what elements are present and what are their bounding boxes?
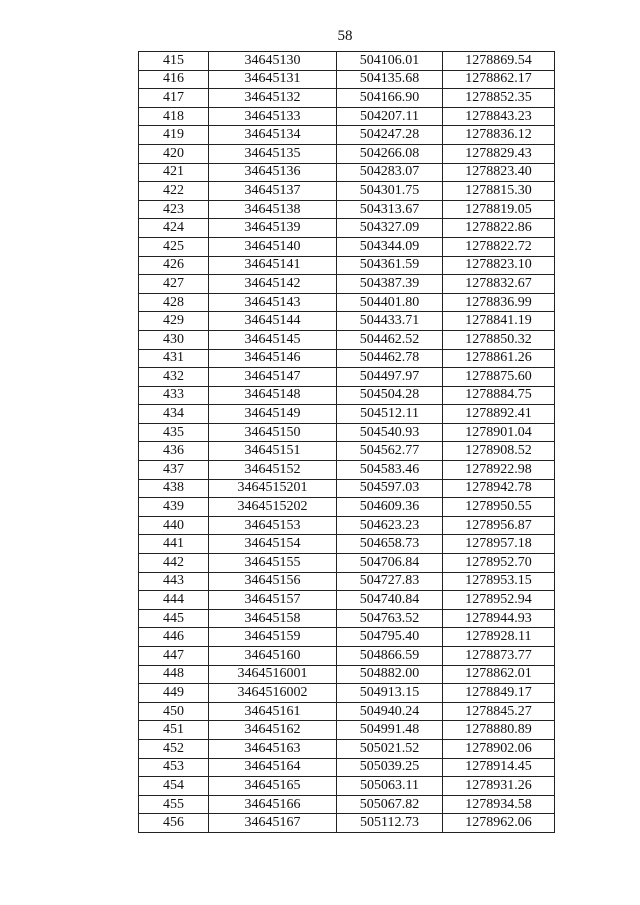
- point-number-cell: 454: [139, 777, 209, 796]
- point-number-cell: 442: [139, 554, 209, 573]
- table-row: [139, 739, 555, 758]
- point-id-cell: 34645153: [209, 516, 337, 535]
- y-coordinate-cell: 1278875.60: [443, 368, 555, 387]
- x-coordinate-cell: 504706.84: [337, 554, 443, 573]
- y-coordinate-cell: 1278862.01: [443, 665, 555, 684]
- point-id-cell: 3464516002: [209, 684, 337, 703]
- point-number-cell: 439: [139, 498, 209, 517]
- point-id-cell: 34645156: [209, 572, 337, 591]
- y-coordinate-cell: 1278956.87: [443, 516, 555, 535]
- point-number-cell: 434: [139, 405, 209, 424]
- table-row: [139, 405, 555, 424]
- coordinates-table-body: [139, 52, 555, 833]
- point-id-cell: 34645160: [209, 647, 337, 666]
- point-number-cell: 431: [139, 349, 209, 368]
- y-coordinate-cell: 1278942.78: [443, 479, 555, 498]
- table-row: [139, 126, 555, 145]
- table-row: [139, 349, 555, 368]
- point-number-cell: 448: [139, 665, 209, 684]
- x-coordinate-cell: 504247.28: [337, 126, 443, 145]
- point-number-cell: 427: [139, 275, 209, 294]
- point-number-cell: 445: [139, 609, 209, 628]
- point-number-cell: 436: [139, 442, 209, 461]
- y-coordinate-cell: 1278815.30: [443, 182, 555, 201]
- x-coordinate-cell: 505112.73: [337, 814, 443, 833]
- table-row: [139, 107, 555, 126]
- table-row: [139, 442, 555, 461]
- table-row: [139, 721, 555, 740]
- point-number-cell: 420: [139, 144, 209, 163]
- point-id-cell: 34645147: [209, 368, 337, 387]
- point-number-cell: 438: [139, 479, 209, 498]
- point-id-cell: 34645161: [209, 702, 337, 721]
- point-id-cell: 34645130: [209, 52, 337, 71]
- y-coordinate-cell: 1278822.72: [443, 237, 555, 256]
- point-number-cell: 421: [139, 163, 209, 182]
- point-id-cell: 3464515201: [209, 479, 337, 498]
- x-coordinate-cell: 504135.68: [337, 70, 443, 89]
- x-coordinate-cell: 505067.82: [337, 795, 443, 814]
- x-coordinate-cell: 504991.48: [337, 721, 443, 740]
- point-number-cell: 447: [139, 647, 209, 666]
- point-id-cell: 34645155: [209, 554, 337, 573]
- point-id-cell: 34645142: [209, 275, 337, 294]
- table-row: [139, 665, 555, 684]
- point-id-cell: 34645154: [209, 535, 337, 554]
- y-coordinate-cell: 1278957.18: [443, 535, 555, 554]
- point-id-cell: 34645149: [209, 405, 337, 424]
- x-coordinate-cell: 504597.03: [337, 479, 443, 498]
- y-coordinate-cell: 1278843.23: [443, 107, 555, 126]
- y-coordinate-cell: 1278819.05: [443, 200, 555, 219]
- y-coordinate-cell: 1278823.10: [443, 256, 555, 275]
- table-row: [139, 795, 555, 814]
- point-number-cell: 423: [139, 200, 209, 219]
- y-coordinate-cell: 1278852.35: [443, 89, 555, 108]
- table-row: [139, 516, 555, 535]
- table-row: [139, 182, 555, 201]
- point-number-cell: 451: [139, 721, 209, 740]
- x-coordinate-cell: 504361.59: [337, 256, 443, 275]
- y-coordinate-cell: 1278908.52: [443, 442, 555, 461]
- table-row: [139, 609, 555, 628]
- x-coordinate-cell: 504795.40: [337, 628, 443, 647]
- point-number-cell: 449: [139, 684, 209, 703]
- y-coordinate-cell: 1278823.40: [443, 163, 555, 182]
- table-row: [139, 647, 555, 666]
- point-id-cell: 34645162: [209, 721, 337, 740]
- x-coordinate-cell: 504504.28: [337, 386, 443, 405]
- table-row: [139, 758, 555, 777]
- x-coordinate-cell: 504283.07: [337, 163, 443, 182]
- y-coordinate-cell: 1278836.12: [443, 126, 555, 145]
- point-id-cell: 34645140: [209, 237, 337, 256]
- point-number-cell: 452: [139, 739, 209, 758]
- point-number-cell: 428: [139, 293, 209, 312]
- y-coordinate-cell: 1278822.86: [443, 219, 555, 238]
- point-number-cell: 432: [139, 368, 209, 387]
- y-coordinate-cell: 1278880.89: [443, 721, 555, 740]
- x-coordinate-cell: 504562.77: [337, 442, 443, 461]
- point-id-cell: 34645138: [209, 200, 337, 219]
- point-number-cell: 419: [139, 126, 209, 145]
- point-id-cell: 34645157: [209, 591, 337, 610]
- y-coordinate-cell: 1278931.26: [443, 777, 555, 796]
- point-number-cell: 444: [139, 591, 209, 610]
- table-row: [139, 144, 555, 163]
- x-coordinate-cell: 504327.09: [337, 219, 443, 238]
- y-coordinate-cell: 1278944.93: [443, 609, 555, 628]
- y-coordinate-cell: 1278922.98: [443, 461, 555, 480]
- table-row: [139, 423, 555, 442]
- point-number-cell: 422: [139, 182, 209, 201]
- point-number-cell: 455: [139, 795, 209, 814]
- y-coordinate-cell: 1278902.06: [443, 739, 555, 758]
- point-id-cell: 34645164: [209, 758, 337, 777]
- point-number-cell: 416: [139, 70, 209, 89]
- point-id-cell: 34645134: [209, 126, 337, 145]
- table-row: [139, 461, 555, 480]
- y-coordinate-cell: 1278934.58: [443, 795, 555, 814]
- point-id-cell: 34645165: [209, 777, 337, 796]
- table-row: [139, 554, 555, 573]
- y-coordinate-cell: 1278914.45: [443, 758, 555, 777]
- point-number-cell: 418: [139, 107, 209, 126]
- point-number-cell: 446: [139, 628, 209, 647]
- point-id-cell: 34645136: [209, 163, 337, 182]
- point-id-cell: 34645132: [209, 89, 337, 108]
- x-coordinate-cell: 504301.75: [337, 182, 443, 201]
- y-coordinate-cell: 1278952.94: [443, 591, 555, 610]
- y-coordinate-cell: 1278850.32: [443, 330, 555, 349]
- point-id-cell: 3464516001: [209, 665, 337, 684]
- y-coordinate-cell: 1278952.70: [443, 554, 555, 573]
- table-row: [139, 237, 555, 256]
- table-row: [139, 498, 555, 517]
- point-number-cell: 425: [139, 237, 209, 256]
- table-row: [139, 572, 555, 591]
- point-id-cell: 34645135: [209, 144, 337, 163]
- x-coordinate-cell: 504433.71: [337, 312, 443, 331]
- point-number-cell: 430: [139, 330, 209, 349]
- x-coordinate-cell: 504658.73: [337, 535, 443, 554]
- table-row: [139, 814, 555, 833]
- x-coordinate-cell: 505039.25: [337, 758, 443, 777]
- point-id-cell: 34645144: [209, 312, 337, 331]
- point-number-cell: 426: [139, 256, 209, 275]
- y-coordinate-cell: 1278884.75: [443, 386, 555, 405]
- point-id-cell: 34645163: [209, 739, 337, 758]
- x-coordinate-cell: 504497.97: [337, 368, 443, 387]
- table-row: [139, 52, 555, 71]
- y-coordinate-cell: 1278861.26: [443, 349, 555, 368]
- x-coordinate-cell: 504387.39: [337, 275, 443, 294]
- point-id-cell: 34645146: [209, 349, 337, 368]
- table-row: [139, 256, 555, 275]
- x-coordinate-cell: 504344.09: [337, 237, 443, 256]
- y-coordinate-cell: 1278928.11: [443, 628, 555, 647]
- point-number-cell: 437: [139, 461, 209, 480]
- point-id-cell: 34645150: [209, 423, 337, 442]
- table-row: [139, 684, 555, 703]
- x-coordinate-cell: 504740.84: [337, 591, 443, 610]
- table-row: [139, 312, 555, 331]
- table-row: [139, 330, 555, 349]
- table-row: [139, 89, 555, 108]
- x-coordinate-cell: 504866.59: [337, 647, 443, 666]
- x-coordinate-cell: 504940.24: [337, 702, 443, 721]
- y-coordinate-cell: 1278953.15: [443, 572, 555, 591]
- table-row: [139, 70, 555, 89]
- x-coordinate-cell: 504583.46: [337, 461, 443, 480]
- table-row: [139, 777, 555, 796]
- x-coordinate-cell: 504913.15: [337, 684, 443, 703]
- table-row: [139, 368, 555, 387]
- point-id-cell: 34645159: [209, 628, 337, 647]
- x-coordinate-cell: 504401.80: [337, 293, 443, 312]
- table-row: [139, 591, 555, 610]
- y-coordinate-cell: 1278869.54: [443, 52, 555, 71]
- point-id-cell: 34645152: [209, 461, 337, 480]
- x-coordinate-cell: 504623.23: [337, 516, 443, 535]
- table-row: [139, 200, 555, 219]
- x-coordinate-cell: 504512.11: [337, 405, 443, 424]
- point-number-cell: 456: [139, 814, 209, 833]
- x-coordinate-cell: 504727.83: [337, 572, 443, 591]
- x-coordinate-cell: 504462.78: [337, 349, 443, 368]
- y-coordinate-cell: 1278841.19: [443, 312, 555, 331]
- point-number-cell: 435: [139, 423, 209, 442]
- x-coordinate-cell: 504609.36: [337, 498, 443, 517]
- y-coordinate-cell: 1278962.06: [443, 814, 555, 833]
- y-coordinate-cell: 1278829.43: [443, 144, 555, 163]
- x-coordinate-cell: 504313.67: [337, 200, 443, 219]
- x-coordinate-cell: 505021.52: [337, 739, 443, 758]
- point-id-cell: 34645151: [209, 442, 337, 461]
- x-coordinate-cell: 504882.00: [337, 665, 443, 684]
- x-coordinate-cell: 504106.01: [337, 52, 443, 71]
- point-number-cell: 415: [139, 52, 209, 71]
- table-row: [139, 275, 555, 294]
- point-number-cell: 443: [139, 572, 209, 591]
- point-id-cell: 34645143: [209, 293, 337, 312]
- point-number-cell: 440: [139, 516, 209, 535]
- table-row: [139, 386, 555, 405]
- point-number-cell: 453: [139, 758, 209, 777]
- x-coordinate-cell: 504207.11: [337, 107, 443, 126]
- x-coordinate-cell: 504540.93: [337, 423, 443, 442]
- point-id-cell: 34645133: [209, 107, 337, 126]
- x-coordinate-cell: 504462.52: [337, 330, 443, 349]
- point-id-cell: 34645158: [209, 609, 337, 628]
- table-row: [139, 479, 555, 498]
- point-id-cell: 34645167: [209, 814, 337, 833]
- x-coordinate-cell: 504266.08: [337, 144, 443, 163]
- point-number-cell: 441: [139, 535, 209, 554]
- point-number-cell: 429: [139, 312, 209, 331]
- y-coordinate-cell: 1278892.41: [443, 405, 555, 424]
- point-number-cell: 433: [139, 386, 209, 405]
- y-coordinate-cell: 1278950.55: [443, 498, 555, 517]
- x-coordinate-cell: 504166.90: [337, 89, 443, 108]
- point-id-cell: 34645166: [209, 795, 337, 814]
- point-id-cell: 34645139: [209, 219, 337, 238]
- point-id-cell: 34645141: [209, 256, 337, 275]
- y-coordinate-cell: 1278873.77: [443, 647, 555, 666]
- point-id-cell: 34645145: [209, 330, 337, 349]
- point-id-cell: 3464515202: [209, 498, 337, 517]
- table-row: [139, 628, 555, 647]
- y-coordinate-cell: 1278901.04: [443, 423, 555, 442]
- y-coordinate-cell: 1278836.99: [443, 293, 555, 312]
- y-coordinate-cell: 1278832.67: [443, 275, 555, 294]
- x-coordinate-cell: 504763.52: [337, 609, 443, 628]
- coordinates-table: [138, 51, 555, 833]
- table-row: [139, 702, 555, 721]
- y-coordinate-cell: 1278845.27: [443, 702, 555, 721]
- point-number-cell: 450: [139, 702, 209, 721]
- point-number-cell: 417: [139, 89, 209, 108]
- table-row: [139, 293, 555, 312]
- table-row: [139, 163, 555, 182]
- table-row: [139, 535, 555, 554]
- page-number: 58: [337, 28, 353, 44]
- point-id-cell: 34645137: [209, 182, 337, 201]
- x-coordinate-cell: 505063.11: [337, 777, 443, 796]
- point-id-cell: 34645148: [209, 386, 337, 405]
- point-id-cell: 34645131: [209, 70, 337, 89]
- y-coordinate-cell: 1278862.17: [443, 70, 555, 89]
- point-number-cell: 424: [139, 219, 209, 238]
- y-coordinate-cell: 1278849.17: [443, 684, 555, 703]
- table-row: [139, 219, 555, 238]
